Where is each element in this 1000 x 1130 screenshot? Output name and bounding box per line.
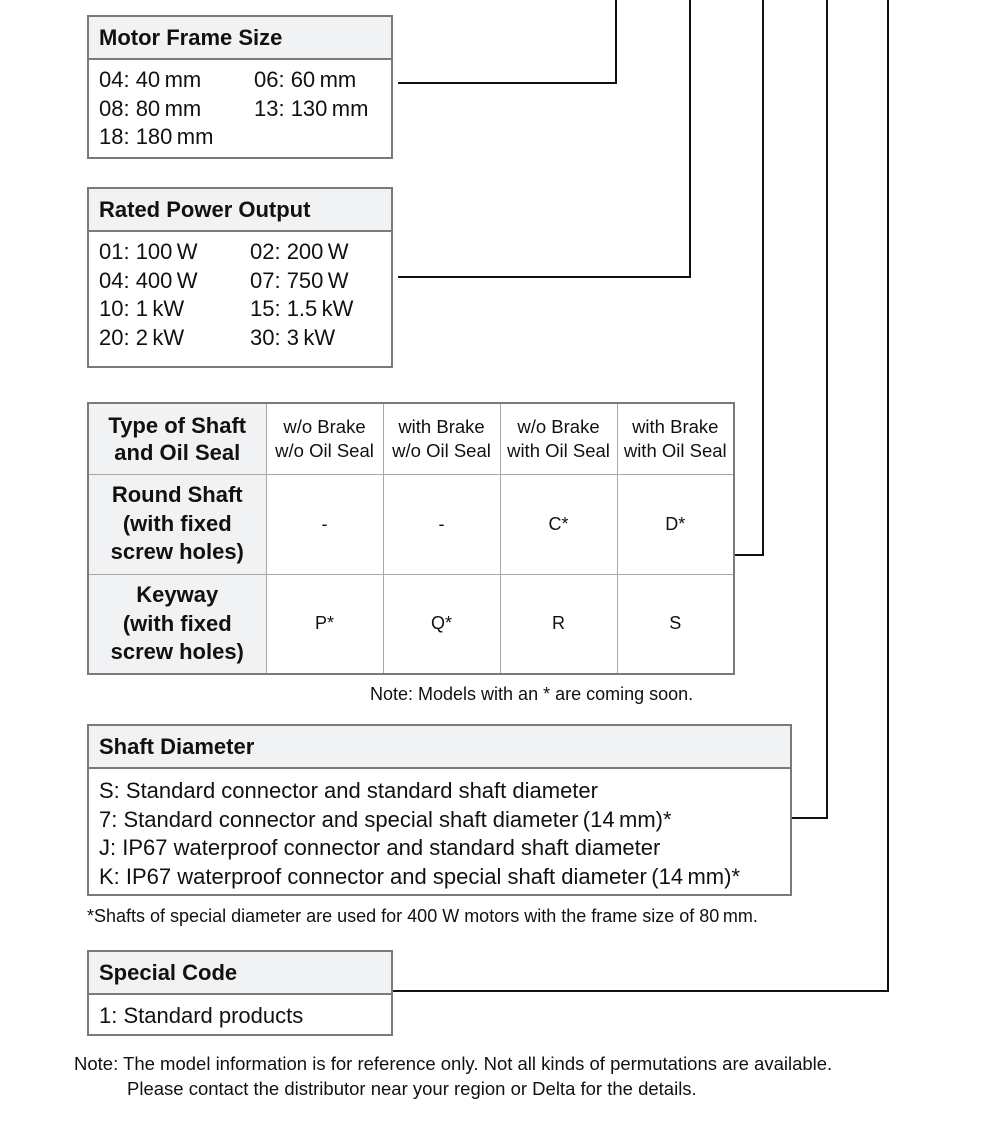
- table-cell: D*: [617, 474, 734, 574]
- shaft-diameter-list: [89, 769, 790, 891]
- connector-power-horizontal: [398, 276, 691, 278]
- shaft-diameter-item: 7: Standard connector and special shaft diameter (14 mm)*: [99, 806, 672, 832]
- connector-shaft-diameter-vertical: [826, 0, 828, 819]
- row-header-keyway: Keyway (with fixed screw holes): [88, 574, 266, 674]
- table-cell: S: [617, 574, 734, 674]
- coming-soon-note: Note: Models with an * are coming soon.: [370, 684, 694, 704]
- column-header: w/o Brake with Oil Seal: [500, 403, 617, 474]
- table-cell: R: [500, 574, 617, 674]
- table-cell: Q*: [383, 574, 500, 674]
- table-row: [88, 474, 734, 574]
- special-code-box: [87, 950, 393, 1036]
- power-item: 01: 100 W: [99, 239, 198, 264]
- frame-size-item: 04: 40 mm: [99, 67, 202, 92]
- shaft-diameter-item: S: Standard connector and standard shaft diameter: [99, 778, 598, 803]
- connector-frame-size-horizontal: [398, 82, 617, 84]
- shaft-diameter-item: K: IP67 waterproof connector and special shaft diameter (14 mm)*: [99, 863, 741, 889]
- power-item: 02: 200 W: [250, 239, 349, 264]
- rated-power-output-box: [87, 187, 393, 368]
- frame-size-item: 18: 180 mm: [99, 124, 214, 149]
- table-cell: -: [383, 474, 500, 574]
- column-header: with Brake w/o Oil Seal: [383, 403, 500, 474]
- special-code-list: [89, 995, 391, 1031]
- table-cell: P*: [266, 574, 383, 674]
- column-header: w/o Brake w/o Oil Seal: [266, 403, 383, 474]
- column-header: with Brake with Oil Seal: [617, 403, 734, 474]
- shaft-diameter-item: J: IP67 waterproof connector and standard shaft diameter: [99, 835, 661, 860]
- table-header-row: [88, 403, 734, 474]
- table-row: [88, 574, 734, 674]
- power-item: 30: 3 kW: [250, 324, 336, 350]
- bottom-note-line-1: Note: The model information is for reference only. Not all kinds of permutations are available.: [74, 1053, 833, 1074]
- connector-frame-size-vertical: [615, 0, 617, 84]
- table-corner-header: Type of Shaft and Oil Seal: [88, 403, 266, 474]
- rated-power-output-list: [89, 232, 391, 352]
- connector-special-code-vertical: [887, 0, 889, 992]
- table-cell: C*: [500, 474, 617, 574]
- frame-size-item: 06: 60 mm: [254, 67, 357, 92]
- bottom-note: [74, 1052, 832, 1101]
- power-item: 15: 1.5 kW: [250, 296, 354, 321]
- frame-size-item: 13: 130 mm: [254, 95, 369, 121]
- motor-frame-size-list: [89, 60, 391, 152]
- power-item: 20: 2 kW: [99, 324, 185, 350]
- row-header-round-shaft: Round Shaft (with fixed screw holes): [88, 474, 266, 574]
- connector-shaft-diameter-horizontal: [792, 817, 828, 819]
- power-item: 07: 750 W: [250, 267, 349, 293]
- connector-shaft-type-horizontal: [735, 554, 764, 556]
- connector-shaft-type-vertical: [762, 0, 764, 556]
- special-code-title: Special Code: [89, 952, 391, 995]
- power-item: 04: 400 W: [99, 267, 198, 293]
- motor-frame-size-box: [87, 15, 393, 159]
- connector-power-vertical: [689, 0, 691, 278]
- special-code-item: 1: Standard products: [99, 1003, 304, 1028]
- power-item: 10: 1 kW: [99, 296, 185, 321]
- frame-size-item: 08: 80 mm: [99, 95, 202, 121]
- shaft-oil-seal-table: [87, 402, 735, 675]
- shaft-diameter-footnote: *Shafts of special diameter are used for 400 W motors with the frame size of 80 mm.: [87, 906, 758, 926]
- table-cell: -: [266, 474, 383, 574]
- shaft-diameter-box: [87, 724, 792, 896]
- connector-special-code-horizontal: [393, 990, 889, 992]
- rated-power-output-title: Rated Power Output: [89, 189, 391, 232]
- shaft-diameter-title: Shaft Diameter: [89, 726, 790, 769]
- motor-frame-size-title: Motor Frame Size: [89, 17, 391, 60]
- bottom-note-line-2: Please contact the distributor near your region or Delta for the details.: [127, 1077, 697, 1099]
